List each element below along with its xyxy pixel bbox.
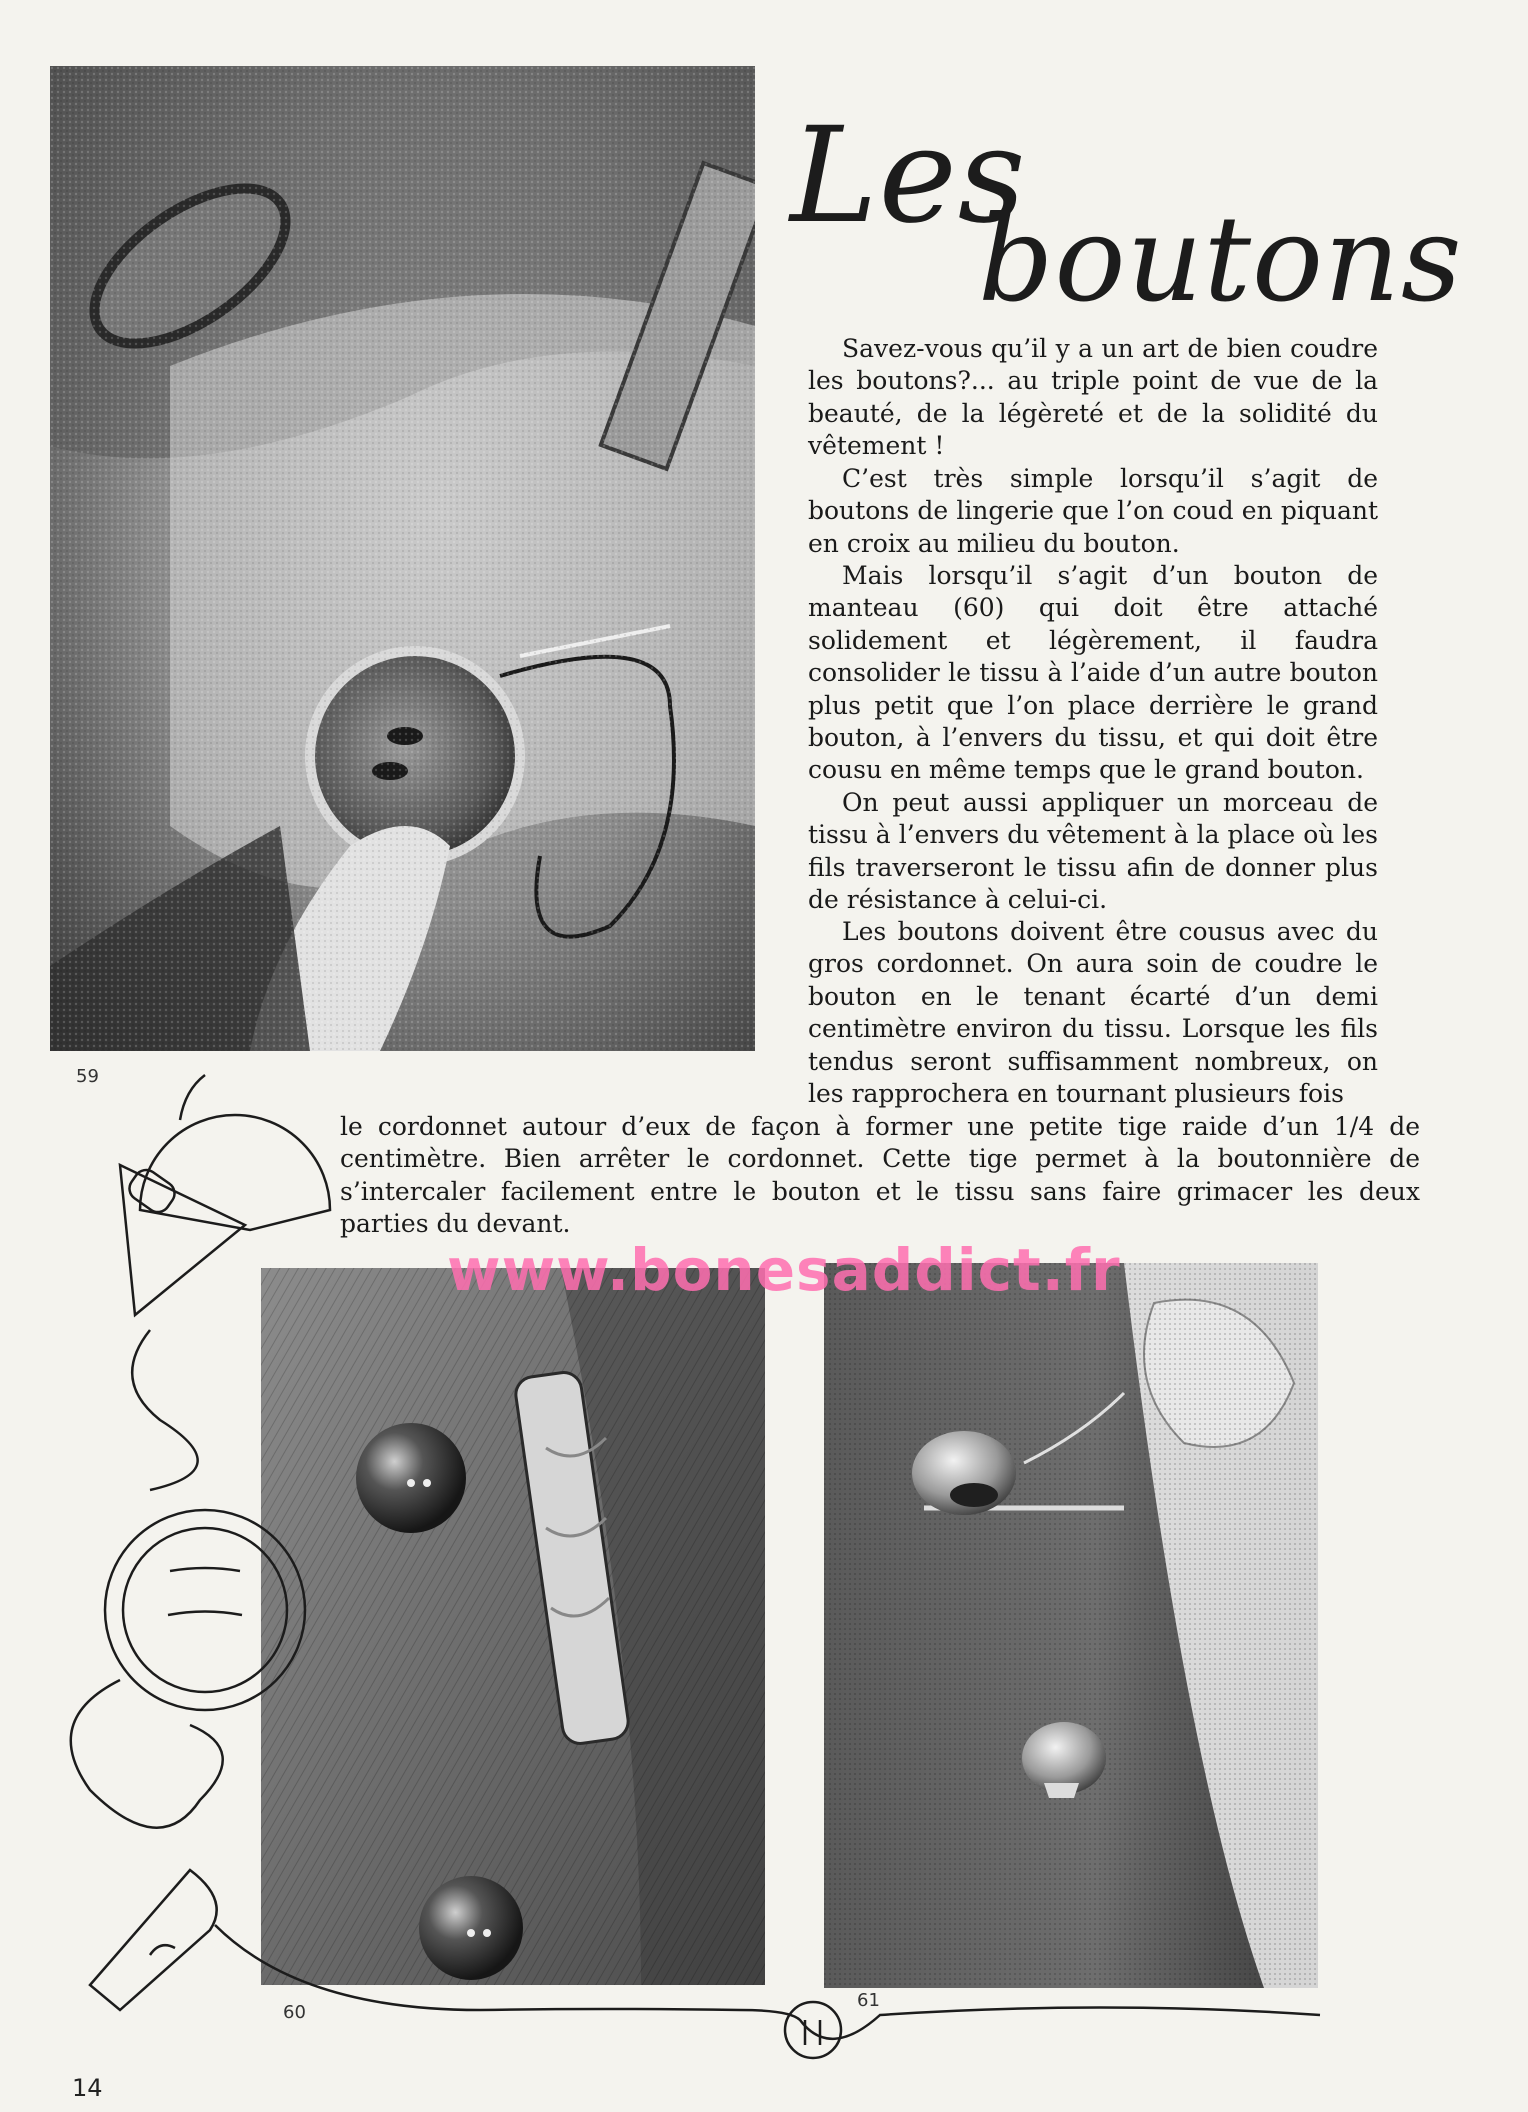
photo-button-shank: [824, 1263, 1318, 1988]
page-title-line-1: Les: [790, 99, 1027, 253]
figure-caption-60: 60: [283, 2002, 306, 2023]
paragraph-cordonnet-continued: le cordonnet autour d’eux de façon à former une petite tige raide d’un 1/4 de centimètre. Bien arrêter le cordonnet. Cette tige permet à la boutonnière de s’intercaler facilement entre le bouton et le tissu sans faire grimacer les deux parties du devant.: [340, 1112, 1420, 1239]
page-title-line-2: boutons: [978, 190, 1463, 328]
paragraph-fabric-reinforcement: On peut aussi appliquer un morceau de tissu à l’envers du vêtement à la place où les fils traverseront le tissu afin de donner plus de résistance à celui-ci.: [808, 788, 1378, 915]
watermark: www.bonesaddict.fr: [447, 1236, 1121, 1304]
photo-coat-buttons: [261, 1268, 765, 1985]
small-button-bottom-drawing: [785, 2002, 841, 2058]
photo-button-sewing-closeup: [50, 66, 755, 1051]
page-number: 14: [72, 2074, 103, 2102]
figure-caption-59: 59: [76, 1066, 99, 1087]
paragraph-lingerie-buttons: C’est très simple lorsqu’il s’agit de boutons de lingerie que l’on coud en piquant en croix au milieu du bouton.: [808, 464, 1378, 558]
half-button-top-drawing: [140, 1115, 330, 1230]
half-button-bottom-drawing: [90, 1870, 217, 2010]
paragraph-coat-buttons: Mais lorsqu’il s’agit d’un bouton de manteau (60) qui doit être attaché solidement et légèrement, il faudra consolider le tissu à l’aide d’un autre bouton plus petit que l’on place derrière le grand bouton, à l’envers du tissu, et qui doit être cousu en même temps que le grand bouton.: [808, 561, 1378, 785]
paragraph-cordonnet: Les boutons doivent être cousus avec du gros cordonnet. On aura soin de coudre le bouton en le tenant écarté d’un demi centimètre environ du tissu. Lorsque les fils tendus seront suffisamment nombreux, on les rapprochera en tournant plusieurs fois: [808, 917, 1378, 1109]
figure-caption-61: 61: [857, 1990, 880, 2011]
paragraph-intro: Savez-vous qu’il y a un art de bien coudre les boutons?... au triple point de vue de la beauté, de la légèreté et de la solidité du vêtement !: [808, 334, 1378, 461]
